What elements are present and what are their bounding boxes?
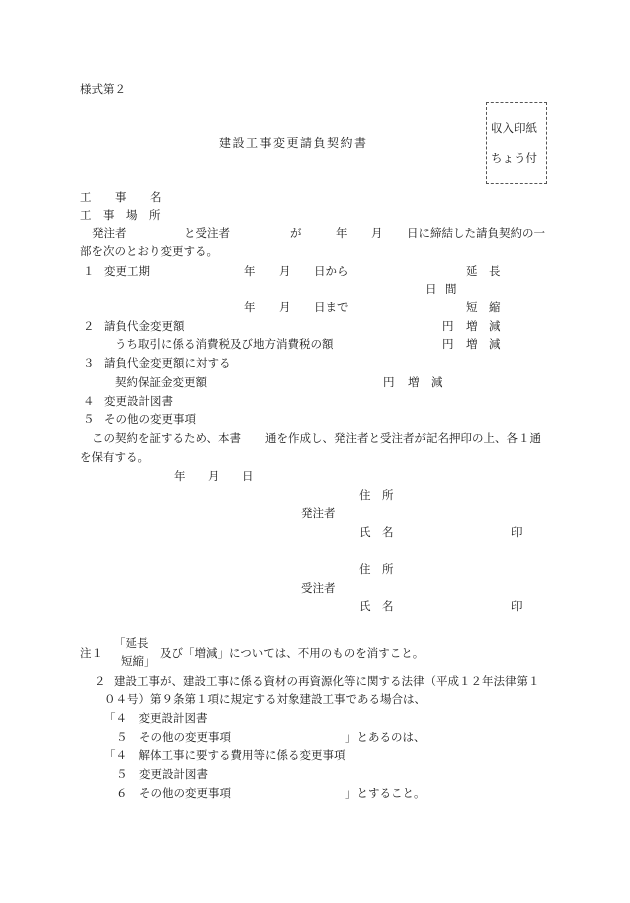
tanshuku-char1: 短 bbox=[466, 300, 478, 314]
quote1-line2-b: 」とあるのは、 bbox=[345, 730, 426, 744]
proof-line1-a: この契約を証するため、本書 bbox=[92, 431, 242, 445]
tanshuku-char2: 縮 bbox=[489, 300, 501, 314]
orderer-address-label: 住 所 bbox=[359, 488, 394, 502]
koji-basho-char4: 所 bbox=[149, 208, 161, 222]
note2-line2: ０４号）第９条第１項に規定する対象建設工事である場合は、 bbox=[104, 692, 426, 706]
quote1-line1: 「４ 変更設計図書 bbox=[104, 711, 208, 725]
orderer-seal: 印 bbox=[511, 525, 523, 539]
item2-zougen: 増 減 bbox=[466, 319, 501, 333]
item2-number: ２ bbox=[83, 319, 95, 333]
item2-yen: 円 bbox=[442, 319, 454, 333]
item5-label: その他の変更事項 bbox=[104, 412, 196, 426]
note2-line1: 建設工事が、建設工事に係る資材の再資源化等に関する法律（平成１２年法律第１ bbox=[114, 674, 540, 688]
item2-label: 請負代金変更額 bbox=[104, 319, 185, 333]
koji-basho-char1: 工 bbox=[80, 208, 92, 222]
enchou-char1: 延 bbox=[466, 264, 478, 278]
form-number: 様式第２ bbox=[80, 82, 126, 96]
intro-and-contractor: と受注者 bbox=[184, 226, 230, 240]
note2-number: ２ bbox=[94, 674, 106, 688]
intro-year: 年 bbox=[336, 226, 348, 240]
quote1-line2-a: ５ その他の変更事項 bbox=[116, 730, 231, 744]
item1b-year: 年 bbox=[244, 300, 256, 314]
orderer-name-label: 氏 名 bbox=[359, 525, 394, 539]
koji-mei-char1: 工 bbox=[80, 190, 92, 204]
koji-basho-char2: 事 bbox=[103, 208, 115, 222]
page-title: 建設工事変更請負契約書 bbox=[219, 136, 368, 150]
item1-label: 変更工期 bbox=[104, 264, 150, 278]
koji-basho-char3: 場 bbox=[126, 208, 138, 222]
nichikan-char2: 間 bbox=[445, 282, 457, 296]
intro-orderer: 発注者 bbox=[92, 226, 127, 240]
date-month: 月 bbox=[208, 469, 220, 483]
revenue-stamp-box bbox=[486, 102, 547, 184]
item1b-until: 日まで bbox=[314, 300, 349, 314]
date-day: 日 bbox=[242, 469, 254, 483]
item2-tax-yen: 円 bbox=[442, 337, 454, 351]
item1-number: １ bbox=[83, 264, 95, 278]
item3-zougen: 増 減 bbox=[408, 375, 443, 389]
note1-bracket-bottom: 短縮」 bbox=[121, 654, 156, 668]
item1b-month: 月 bbox=[279, 300, 291, 314]
quote2-line3-b: 」とすること。 bbox=[345, 786, 426, 800]
quote2-line2: ５ 変更設計図書 bbox=[116, 767, 208, 781]
date-year: 年 bbox=[174, 469, 186, 483]
item2-tax-zougen: 増 減 bbox=[466, 337, 501, 351]
item1-from: 日から bbox=[314, 264, 349, 278]
contractor-role-label: 受注者 bbox=[301, 581, 336, 595]
proof-line1-b: 通を作成し、発注者と受注者が記名押印の上、各１通 bbox=[265, 431, 541, 445]
item5-number: ５ bbox=[83, 412, 95, 426]
quote2-line1: 「４ 解体工事に要する費用等に係る変更事項 bbox=[104, 748, 346, 762]
note1-bracket-top: 「延長 bbox=[114, 636, 149, 650]
enchou-char2: 長 bbox=[489, 264, 501, 278]
item3-label1: 請負代金変更額に対する bbox=[104, 356, 231, 370]
koji-mei-char3: 名 bbox=[150, 190, 162, 204]
nichikan-char1: 日 bbox=[425, 282, 437, 296]
item2-tax-label: うち取引に係る消費税及び地方消費税の額 bbox=[115, 337, 334, 351]
stamp-label-line2: ちょう付 bbox=[491, 151, 537, 165]
intro-month: 月 bbox=[371, 226, 383, 240]
item3-label2: 契約保証金変更額 bbox=[115, 375, 207, 389]
note1-text: 及び「増減」については、不用のものを消すこと。 bbox=[160, 646, 425, 660]
item3-number: ３ bbox=[83, 356, 95, 370]
item4-label: 変更設計図書 bbox=[104, 394, 173, 408]
contractor-address-label: 住 所 bbox=[359, 562, 394, 576]
item3-yen: 円 bbox=[383, 375, 395, 389]
intro-ga: が bbox=[290, 226, 302, 240]
stamp-label-line1: 収入印紙 bbox=[491, 121, 537, 135]
item4-number: ４ bbox=[83, 394, 95, 408]
item1-year: 年 bbox=[244, 264, 256, 278]
proof-line2: を保有する。 bbox=[80, 450, 149, 464]
quote2-line3-a: ６ その他の変更事項 bbox=[116, 786, 231, 800]
koji-mei-char2: 事 bbox=[115, 190, 127, 204]
item1-month: 月 bbox=[279, 264, 291, 278]
intro-day-text: 日に締結した請負契約の一 bbox=[407, 226, 545, 240]
contractor-seal: 印 bbox=[511, 599, 523, 613]
note1-label: 注１ bbox=[80, 646, 103, 660]
orderer-role-label: 発注者 bbox=[301, 506, 336, 520]
intro-line2: 部を次のとおり変更する。 bbox=[80, 244, 218, 258]
contractor-name-label: 氏 名 bbox=[359, 599, 394, 613]
